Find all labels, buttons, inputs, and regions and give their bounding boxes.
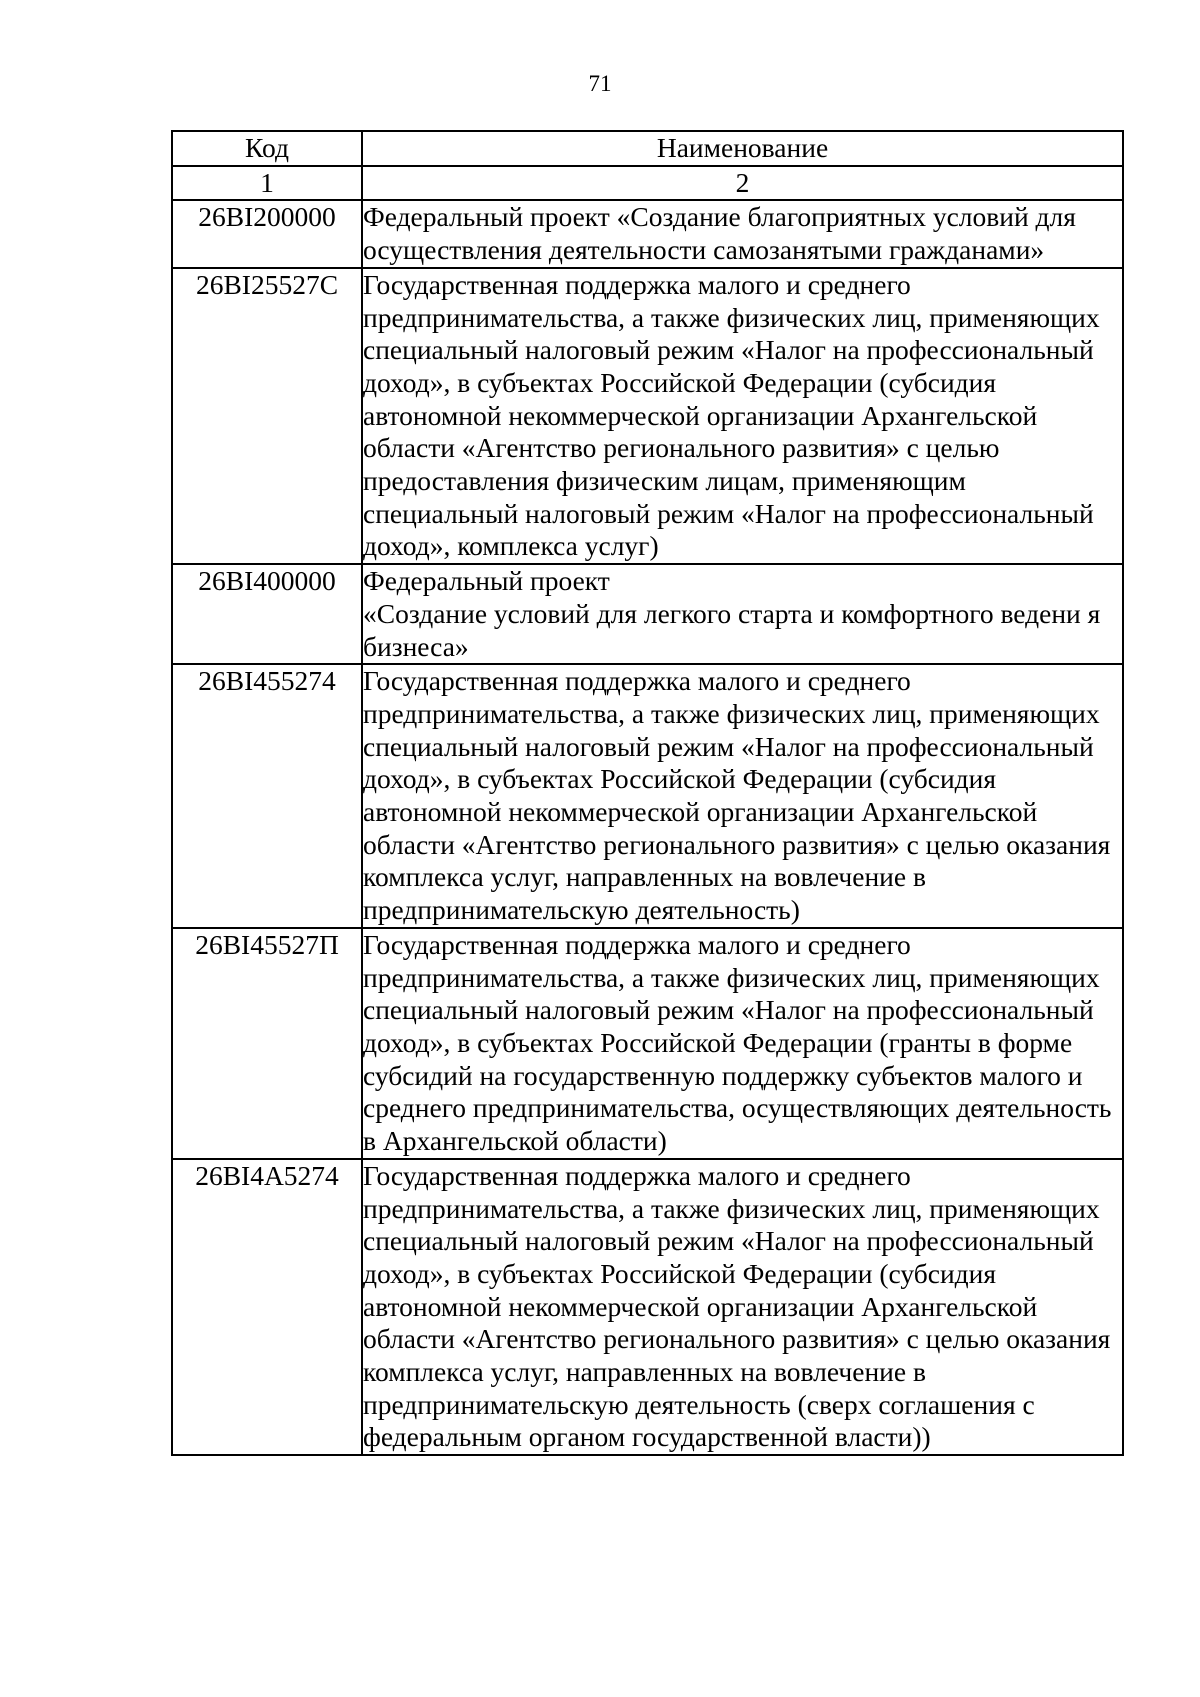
header-row xyxy=(172,131,1123,166)
column-number-1: 1 xyxy=(172,166,362,201)
row-name: Государственная поддержка малого и среднего предпринимательства, а также физических лиц, применяющих специальный налоговый режим «Налог на профессиональный доход», в субъектах Российской Федерации (субсидия автономной некоммерческой организации Архангельской области «Агентство регионального развития» с целью предоставления физическим лицам, применяющим специальный налоговый режим «Налог на профессиональный доход», комплекса услуг) xyxy=(362,268,1123,564)
codes-table xyxy=(171,130,1124,1456)
table-row xyxy=(172,200,1123,267)
table-row xyxy=(172,664,1123,928)
table-row xyxy=(172,928,1123,1159)
row-name: Федеральный проект «Создание благоприятных условий для осуществления деятельности самозанятыми гражданами» xyxy=(362,200,1123,267)
table-row xyxy=(172,1159,1123,1455)
row-name: Федеральный проект «Создание условий для легкого старта и комфортного ведени я бизнеса» xyxy=(362,564,1123,664)
row-name: Государственная поддержка малого и среднего предпринимательства, а также физических лиц, применяющих специальный налоговый режим «Налог на профессиональный доход», в субъектах Российской Федерации (субсидия автономной некоммерческой организации Архангельской области «Агентство регионального развития» с целью оказания комплекса услуг, направленных на вовлечение в предпринимательскую деятельность) xyxy=(362,664,1123,928)
row-code: 26BI455274 xyxy=(172,664,362,928)
row-name: Государственная поддержка малого и среднего предпринимательства, а также физических лиц, применяющих специальный налоговый режим «Налог на профессиональный доход», в субъектах Российской Федерации (гранты в форме субсидий на государственную поддержку субъектов малого и среднего предпринимательства, осуществляющих деятельность в Архангельской области) xyxy=(362,928,1123,1159)
column-number-row xyxy=(172,166,1123,201)
row-code: 26BI200000 xyxy=(172,200,362,267)
table-row xyxy=(172,564,1123,664)
row-code: 26BI400000 xyxy=(172,564,362,664)
row-code: 26BI45527П xyxy=(172,928,362,1159)
row-code: 26BI25527C xyxy=(172,268,362,564)
header-code: Код xyxy=(172,131,362,166)
row-name: Государственная поддержка малого и среднего предпринимательства, а также физических лиц, применяющих специальный налоговый режим «Налог на профессиональный доход», в субъектах Российской Федерации (субсидия автономной некоммерческой организации Архангельской области «Агентство регионального развития» с целью оказания комплекса услуг, направленных на вовлечение в предпринимательскую деятельность (сверх соглашения с федеральным органом государственной власти)) xyxy=(362,1159,1123,1455)
table-row xyxy=(172,268,1123,564)
column-number-2: 2 xyxy=(362,166,1123,201)
page-number: 71 xyxy=(588,71,612,96)
row-code: 26BI4A5274 xyxy=(172,1159,362,1455)
header-name: Наименование xyxy=(362,131,1123,166)
